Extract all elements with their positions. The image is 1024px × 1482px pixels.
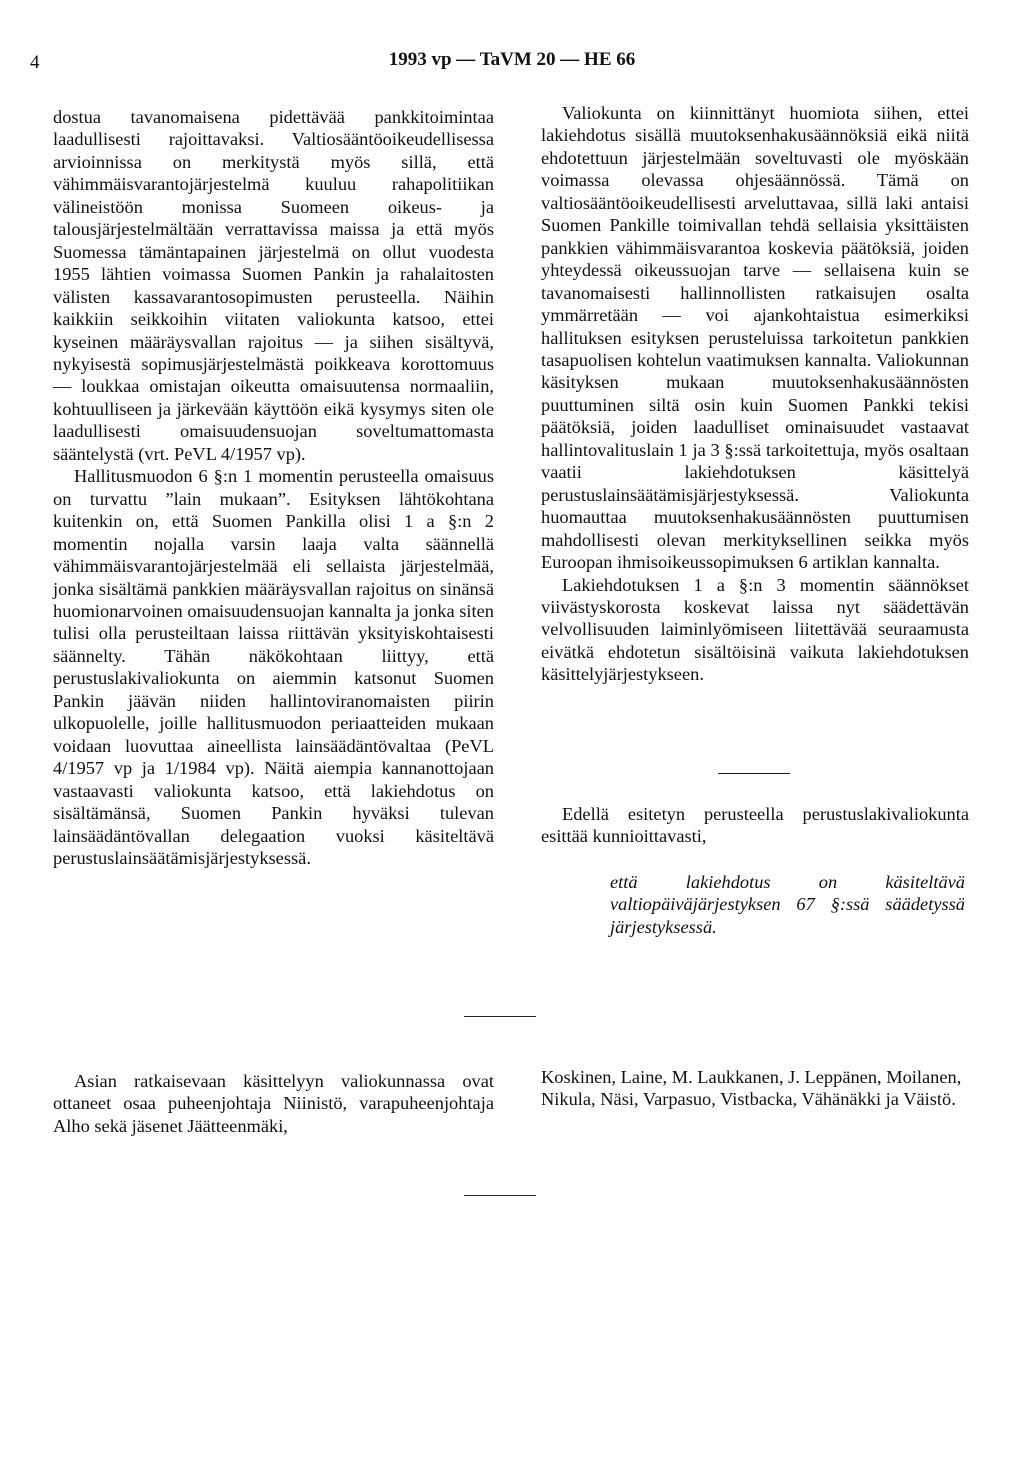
left-column	[53, 106, 494, 869]
page-number: 4	[30, 52, 40, 73]
body-paragraph: Hallitusmuodon 6 §:n 1 momentin perusteella omaisuus on turvattu ”lain mukaan”. Esityksen lähtökohtana kuitenkin on, että Suomen Pankilla olisi 1 a §:n 2 momentin nojalla varsin laaja valta säännellä vähimmäisvarantojärjestelmää eli sellaista järjestelmää, jonka sisältämä pankkien määräysvallan rajoitus on sinänsä huomionarvoinen omaisuudensuojan kannalta ja jonka siten tulisi olla perusteiltaan laissa riittävän yksityiskohtaisesti säännelty. Tähän näkökohtaan liittyy, että perustuslakivaliokunta on aiemmin katsonut Suomen Pankin jäävän niiden hallintoviranomaisten piirin ulkopuolelle, joille hallitusmuodon periaatteiden mukaan voidaan luovuttaa aineellista lainsäädäntövaltaa (PeVL 4/1957 vp ja 1/1984 vp). Näitä aiempia kannanottojaan vastaavasti valiokunta katsoo, että lakiehdotus on sisältämänsä, Suomen Pankin hyväksi tulevan lainsäädäntövallan delegaation vuoksi käsiteltävä perustuslainsäätämisjärjestyksessä.	[53, 466, 494, 868]
attendance-left	[53, 1070, 494, 1137]
attendance-text: Asian ratkaisevaan käsittelyyn valiokunnassa ovat ottaneet osaa puheenjohtaja Niinistö, varapuheenjohtaja Alho sekä jäsenet Jäätteenmäki,	[53, 1071, 494, 1136]
closing-text: Edellä esitetyn perusteella perustuslakivaliokunta esittää kunnioittavasti,	[541, 804, 969, 847]
running-header: 1993 vp — TaVM 20 — HE 66	[388, 49, 636, 70]
section-divider	[718, 773, 790, 774]
section-divider	[464, 1016, 536, 1017]
body-paragraph: Valiokunta on kiinnittänyt huomiota siihen, ettei lakiehdotus sisällä muutoksenhakusäännöksiä eikä niitä ehdotettuun järjestelmään soveltuvasti ole myöskään voimassa olevassa ohjesäännössä. Tämä on valtiosääntöoikeudellisesti arveluttavaa, sillä laki antaisi Suomen Pankille toimivallan tehdä sellaisia yksittäisten pankkien vähimmäisvarantoa koskevia päätöksiä, joiden yhteydessä oikeussuojan tarve — sellaisena kuin se tavanomaisesti hallinnollisten ratkaisujen osalta ymmärretään — voi ajankohtaistua esimerkiksi hallituksen esityksen perusteluissa tarkoitetun pankkien tasapuolisen kohtelun vaatimuksen kannalta. Valiokunnan käsityksen mukaan muutoksenhakusäännösten puuttuminen siltä osin kuin Suomen Pankki tekisi päätöksiä, joiden laadulliset ominaisuudet vastaavat hallintovalituslain 1 ja 3 §:ssä tarkoitettuja, myös osaltaan vaatii lakiehdotuksen käsittelyä perustuslainsäätämisjärjestyksessä. Valiokunta huomauttaa muutoksenhakusäännösten puuttumisen mahdollisesti olevan merkityksellinen seikka myös Euroopan ihmisoikeussopimuksen 6 artiklan kannalta.	[541, 103, 969, 573]
body-paragraph: dostua tavanomaisena pidettävää pankkitoimintaa laadullisesti rajoittavaksi. Valtiosääntöoikeudellisessa arvioinnissa on merkitystä myös sillä, että vähimmäisvarantojärjestelmä kuuluu rahapolitiikan välineistöön monissa Suomeen oikeus- ja talousjärjestelmältään verrattavissa maissa ja että myös Suomessa tämäntapainen järjestelmä on ollut vuodesta 1955 lähtien voimassa Suomen Pankin ja rahalaitosten välisten kassavarantosopimusten perusteella. Näihin kaikkiin seikkoihin viitaten valiokunta katsoo, ettei kyseinen määräysvallan rajoitus — ja siihen sisältyvä, nykyisestä sopimusjärjestelmästä poikkeava korottomuus — loukkaa omistajan oikeutta omaisuutensa normaaliin, kohtuulliseen ja järkevään käyttöön eikä kysymys siten ole laadullisesti omaisuudensuojan soveltumattomasta sääntelystä (vrt. PeVL 4/1957 vp).	[53, 107, 494, 464]
attendance-right	[541, 1066, 969, 1111]
right-column	[541, 102, 969, 686]
proposal-text: että lakiehdotus on käsiteltävä valtiopäiväjärjestyksen 67 §:ssä säädetyssä järjestyksessä.	[610, 872, 965, 937]
body-paragraph: Lakiehdotuksen 1 a §:n 3 momentin säännökset viivästyskorosta koskevat laissa nyt säädettävän velvollisuuden laiminlyömiseen liitettävää seuraamusta eivätkä ehdotetun sisältöisinä vaikuta lakiehdotuksen käsittelyjärjestykseen.	[541, 574, 969, 685]
closing-statement	[541, 803, 969, 848]
section-divider	[464, 1195, 536, 1196]
attendance-text: Koskinen, Laine, M. Laukkanen, J. Leppänen, Moilanen, Nikula, Näsi, Varpasuo, Vistbacka, Vähänäkki ja Väistö.	[541, 1067, 962, 1110]
